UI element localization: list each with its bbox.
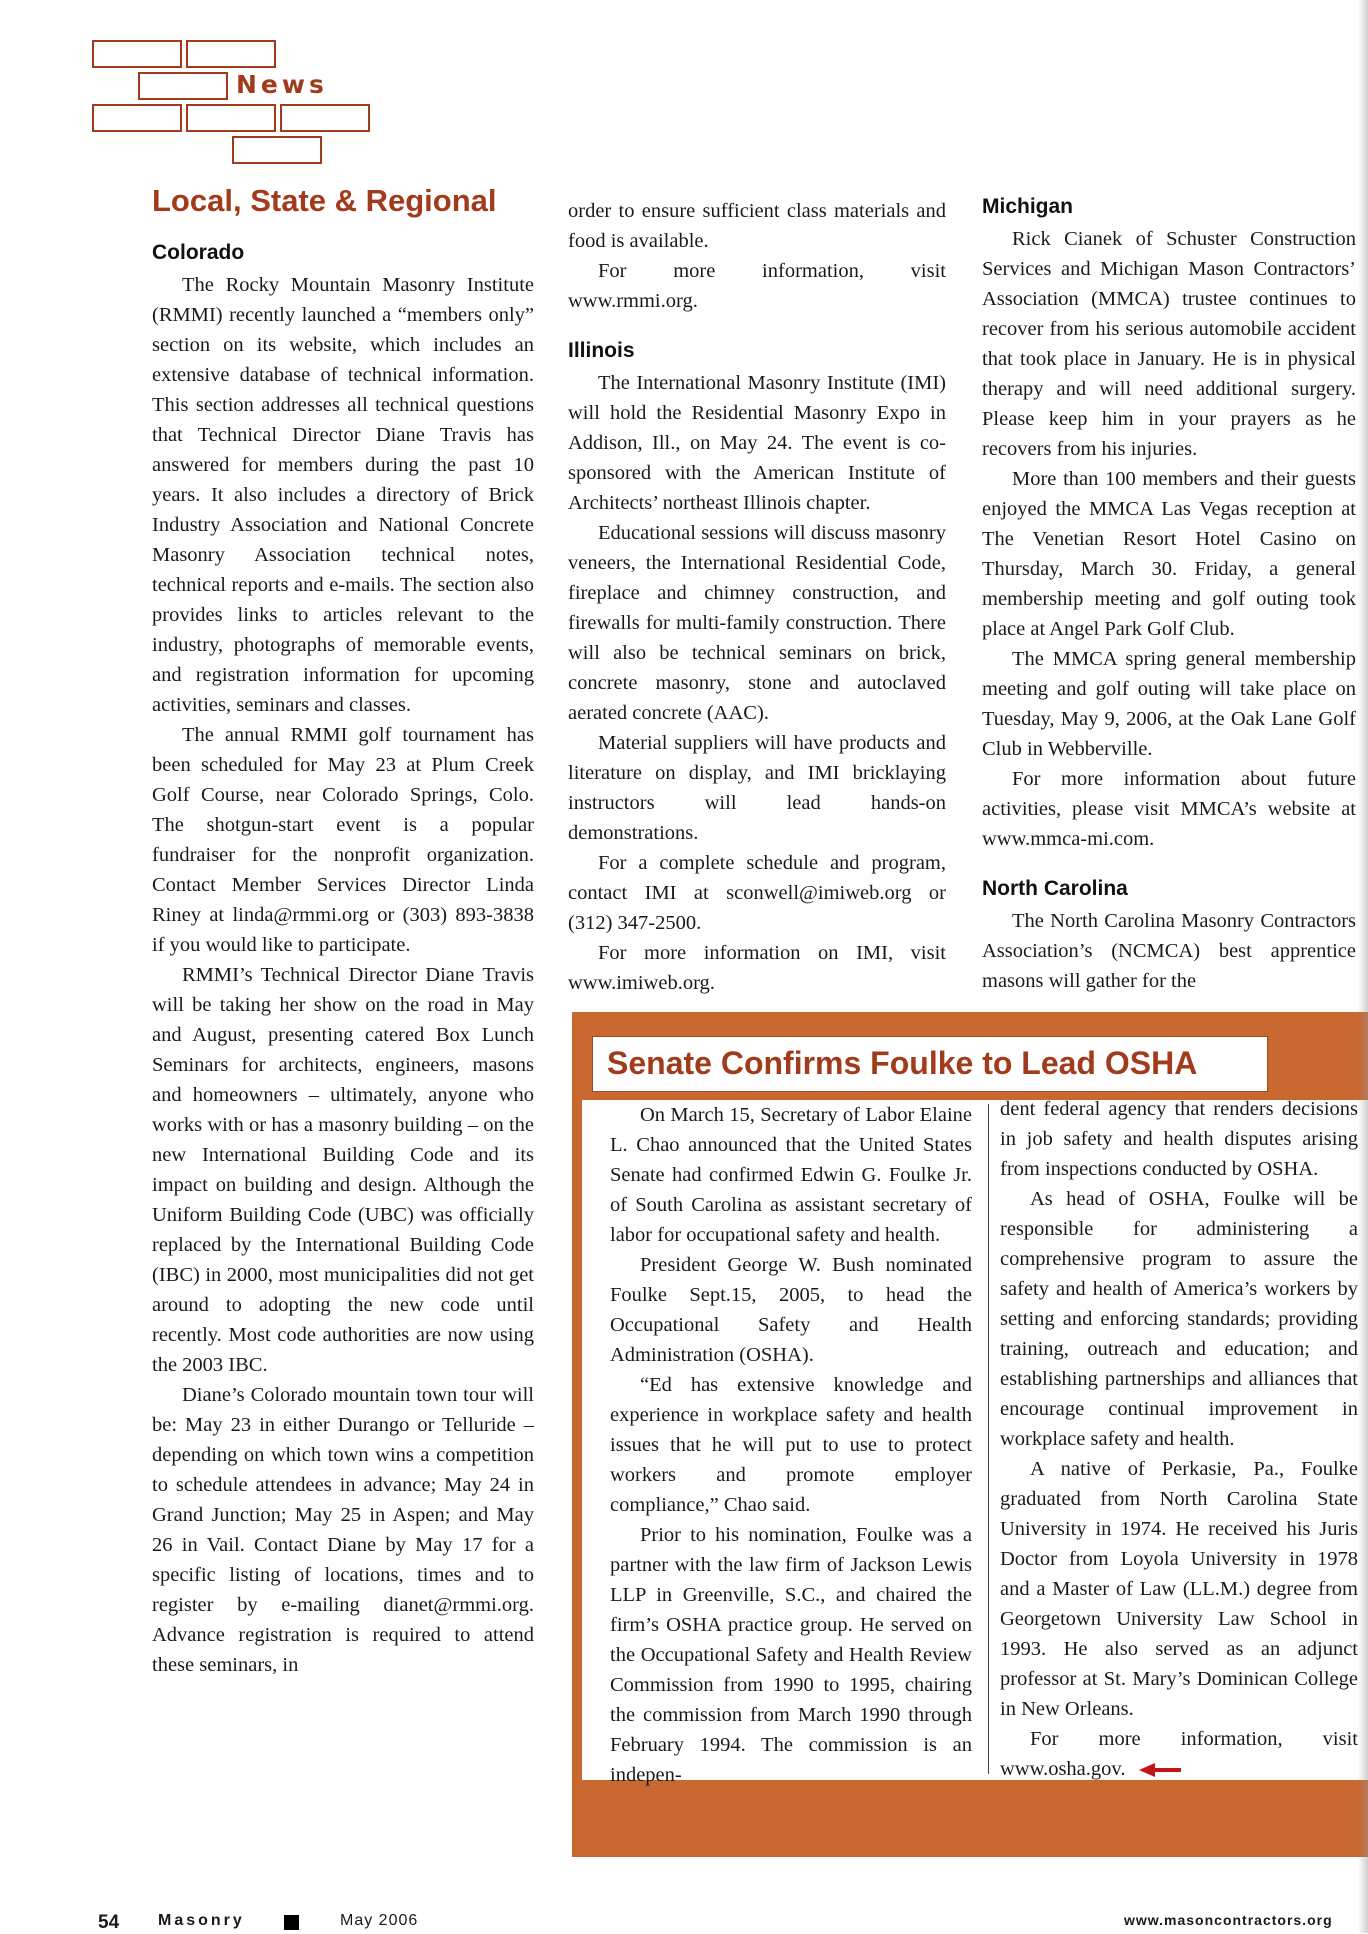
page-edge-shadow [1358, 0, 1368, 1933]
subheading-michigan: Michigan [982, 195, 1074, 218]
paragraph: RMMI’s Technical Director Diane Travis will be taking her show on the road in May and August, presenting catered Box Lunch Seminars for architects, engineers, masons and homeowners – ultimately, anyone who works with or has a masonry building – on the new International Building Code and its impact on building and design. Although the Uniform Building Code (UBC) was officially replaced by the International Building Code (IBC) in 2000, most municipalities did not get around to adopting the new code until recently. Most code authorities are now using the 2003 IBC. [152, 964, 534, 1376]
paragraph: The North Carolina Masonry Contractors Association’s (NCMCA) best apprentice masons will gather for the [982, 910, 1356, 992]
paragraph: For more information on IMI, visit www.imiweb.org. [568, 942, 946, 994]
brick-3 [138, 72, 228, 100]
paragraph: Prior to his nomination, Foulke was a partner with the law firm of Jackson Lewis LLP in Greenville, S.C., and chaired the firm’s OSHA practice group. He served on the Occupational Safety and Health Review Commission from 1990 to 1995, chairing the commission from March 1990 through February 1994. The commission is an indepen- [610, 1524, 972, 1786]
brick-2 [186, 40, 276, 68]
middle-column [568, 196, 946, 998]
magazine-name: Masonry [158, 1912, 245, 1929]
sidebar-left-column [610, 1100, 972, 1790]
page-number: 54 [98, 1912, 120, 1933]
brick-4 [92, 104, 182, 132]
paragraph: More than 100 members and their guests enjoyed the MMCA Las Vegas reception at The Venetian Resort Hotel Casino on Thursday, March 30. Friday, a general membership meeting and golf outing took place at Angel Park Golf Club. [982, 468, 1356, 640]
paragraph: The Rocky Mountain Masonry Institute (RMMI) recently launched a “members only” section on its website, which includes an extensive database of technical information. This section addresses all technical questions that Technical Director Diane Travis has answered for members during the past 10 years. It also includes a directory of Brick Industry Association and National Concrete Masonry Association technical notes, technical reports and e-mails. The section also provides links to articles relevant to the industry, photographs of memorable events, and registration information for upcoming activities, seminars and classes. [152, 274, 534, 716]
right-column [982, 194, 1356, 996]
paragraph: “Ed has extensive knowledge and experience in workplace safety and health issues that he will put to use to protect workers and promote employer compliance,” Chao said. [610, 1374, 972, 1516]
paragraph: The International Masonry Institute (IMI) will hold the Residential Masonry Expo in Addison, Ill., on May 24. The event is co-sponsored with the American Institute of Architects’ northeast Illinois chapter. [568, 372, 946, 514]
paragraph: For more information about future activities, please visit MMCA’s website at www.mmca-mi.com. [982, 768, 1356, 850]
paragraph: For more information, visit www.rmmi.org. [568, 260, 946, 312]
subheading-colorado: Colorado [152, 241, 245, 264]
paragraph: Material suppliers will have products and literature on display, and IMI bricklaying instructors will lead hands-on demonstrations. [568, 732, 946, 844]
paragraph: The annual RMMI golf tournament has been scheduled for May 23 at Plum Creek Golf Course, near Colorado Springs, Colo. The shotgun-start event is a popular fundraiser for the nonprofit organization. Contact Member Services Director Linda Riney at linda@rmmi.org or (303) 893-3838 if you would like to participate. [152, 724, 534, 956]
square-bullet-icon [284, 1915, 299, 1930]
paragraph: A native of Perkasie, Pa., Foulke graduated from North Carolina State University in 1974. He received his Juris Doctor from Loyola University in 1978 and a Master of Law (LL.M.) degree from Georgetown University Law School in 1993. He also served as an adjunct professor at St. Mary’s Dominican College in New Orleans. [1000, 1458, 1358, 1720]
paragraph: Rick Cianek of Schuster Construction Services and Michigan Mason Contractors’ Association (MMCA) trustee continues to recover from his serious automobile accident that took place in January. He is in physical therapy and will need additional surgery. Please keep him in your prayers as he recovers from his injuries. [982, 228, 1356, 460]
news-label: News [236, 70, 328, 99]
paragraph: dent federal agency that renders decisions in job safety and health disputes arising from inspections conducted by OSHA. [1000, 1098, 1358, 1180]
paragraph: On March 15, Secretary of Labor Elaine L. Chao announced that the United States Senate had confirmed Edwin G. Foulke Jr. of South Carolina as assistant secretary of labor for occupational safety and health. [610, 1104, 972, 1246]
issue-date: May 2006 [340, 1912, 419, 1929]
subheading-north-carolina: North Carolina [982, 877, 1128, 900]
paragraph: order to ensure sufficient class materials and food is available. [568, 200, 946, 252]
subheading-illinois: Illinois [568, 339, 635, 362]
brick-5 [186, 104, 276, 132]
brick-7 [232, 136, 322, 164]
osha-link-text: For more information, visit www.osha.gov. [1000, 1728, 1358, 1780]
section-title: Local, State & Regional [152, 183, 497, 218]
paragraph: The MMCA spring general membership meeting and golf outing will take place on Tuesday, May 9, 2006, at the Oak Lane Golf Club in Webberville. [982, 648, 1356, 760]
brick-1 [92, 40, 182, 68]
paragraph: President George W. Bush nominated Foulke Sept.15, 2005, to head the Occupational Safety and Health Administration (OSHA). [610, 1254, 972, 1366]
paragraph: For a complete schedule and program, contact IMI at sconwell@imiweb.org or (312) 347-2500. [568, 852, 946, 934]
brick-6 [280, 104, 370, 132]
paragraph [1000, 1724, 1358, 1784]
left-column [152, 184, 534, 1680]
sidebar-title-box [592, 1036, 1268, 1092]
paragraph: As head of OSHA, Foulke will be responsible for administering a comprehensive program to assure the safety and health of America’s workers by setting and enforcing standards; providing training, outreach and education; and establishing partnerships and alliances that encourage continual improvement in workplace safety and health. [1000, 1188, 1358, 1450]
sidebar-title: Senate Confirms Foulke to Lead OSHA [607, 1045, 1198, 1081]
arrow-left-icon [1139, 1763, 1181, 1777]
sidebar-right-column [1000, 1094, 1358, 1784]
paragraph: Diane’s Colorado mountain town tour will be: May 23 in either Durango or Telluride – depending on which town wins a competition to schedule attendees in advance; May 24 in Grand Junction; May 25 in Aspen; and May 26 in Vail. Contact Diane by May 17 for a specific listing of locations, times and to register by e-mailing dianet@rmmi.org. Advance registration is required to attend these seminars, in [152, 1384, 534, 1676]
paragraph: Educational sessions will discuss masonry veneers, the International Residential Code, fireplace and chimney construction, and firewalls for multi-family construction. There will also be technical seminars on brick, concrete masonry, stone and autoclaved aerated concrete (AAC). [568, 522, 946, 724]
column-divider [988, 1104, 989, 1774]
website-url: www.masoncontractors.org [1124, 1912, 1333, 1928]
